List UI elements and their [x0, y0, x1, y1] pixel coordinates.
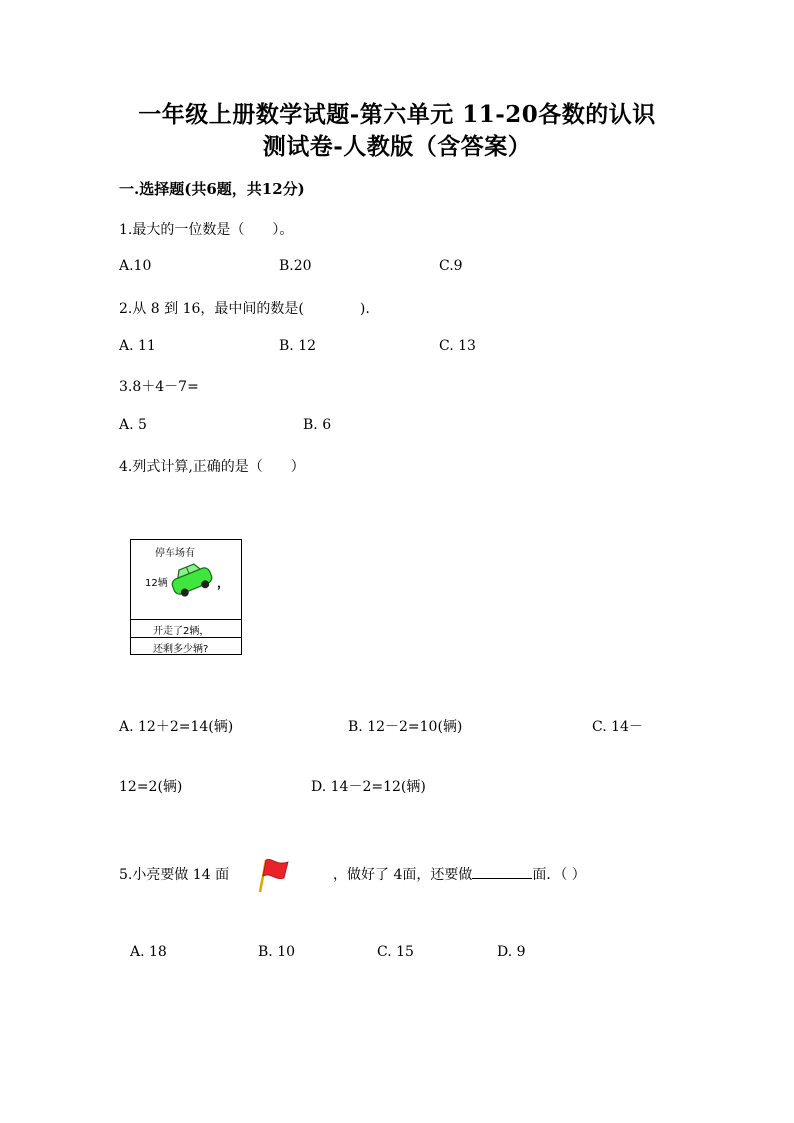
figure-middle-cell: [131, 620, 241, 638]
question-5-stem-middle: [333, 864, 586, 884]
question-4-stem: 4.列式计算,正确的是（ ）: [119, 459, 305, 475]
figure-line3: 还剩多少辆?: [153, 644, 209, 655]
question-5-stem-after: ，做好了 4面，还要做: [333, 867, 473, 883]
question-3-option-b: B. 6: [303, 417, 332, 433]
figure-count: 12辆: [145, 578, 168, 589]
question-4-option-c-part2: 12=2(辆): [119, 779, 183, 795]
figure-bottom-cell: [131, 638, 241, 655]
question-5-option-a: A. 18: [130, 944, 167, 960]
question-5-option-b: B. 10: [258, 944, 296, 960]
question-5-stem-start: 5.小亮要做 14 面: [119, 867, 230, 883]
question-3-stem: 3.8＋4－7=: [119, 379, 199, 395]
question-5-option-d: D. 9: [497, 944, 526, 960]
red-flag-icon: [254, 856, 292, 894]
question-1-stem: 1.最大的一位数是（ ）。: [119, 222, 294, 238]
parking-lot-figure: [130, 539, 242, 655]
figure-comma: ，: [217, 576, 230, 590]
figure-line1: 停车场有: [155, 548, 195, 559]
question-5-stem-end: 面．（ ）: [532, 867, 586, 883]
question-4-option-d: D. 14－2=12(辆): [311, 779, 426, 795]
green-car-icon: [169, 560, 215, 602]
question-4-option-b: B. 12－2=10(辆): [348, 719, 463, 735]
question-4-option-c-part1: C. 14－: [592, 719, 643, 735]
answer-blank: [472, 866, 532, 879]
question-2-stem: 2.从 8 到 16，最中间的数是( ).: [119, 301, 370, 317]
figure-line2: 开走了2辆，: [153, 626, 210, 637]
figure-top-cell: [131, 540, 241, 620]
question-2-option-b: B. 12: [279, 338, 317, 354]
question-1-option-a: A.10: [119, 258, 152, 274]
question-4-option-a: A. 12＋2=14(辆): [119, 719, 234, 735]
question-3-option-a: A. 5: [119, 417, 147, 433]
question-5-option-c: C. 15: [377, 944, 414, 960]
doc-title-line1: 一年级上册数学试题-第六单元 11-20各数的认识: [138, 101, 656, 128]
doc-title-line2: 测试卷-人教版（含答案）: [262, 133, 532, 160]
question-2-option-c: C. 13: [439, 338, 476, 354]
question-2-option-a: A. 11: [119, 338, 156, 354]
question-1-option-c: C.9: [439, 258, 463, 274]
section-heading: 一.选择题(共6题，共12分): [119, 180, 305, 198]
question-1-option-b: B.20: [279, 258, 312, 274]
